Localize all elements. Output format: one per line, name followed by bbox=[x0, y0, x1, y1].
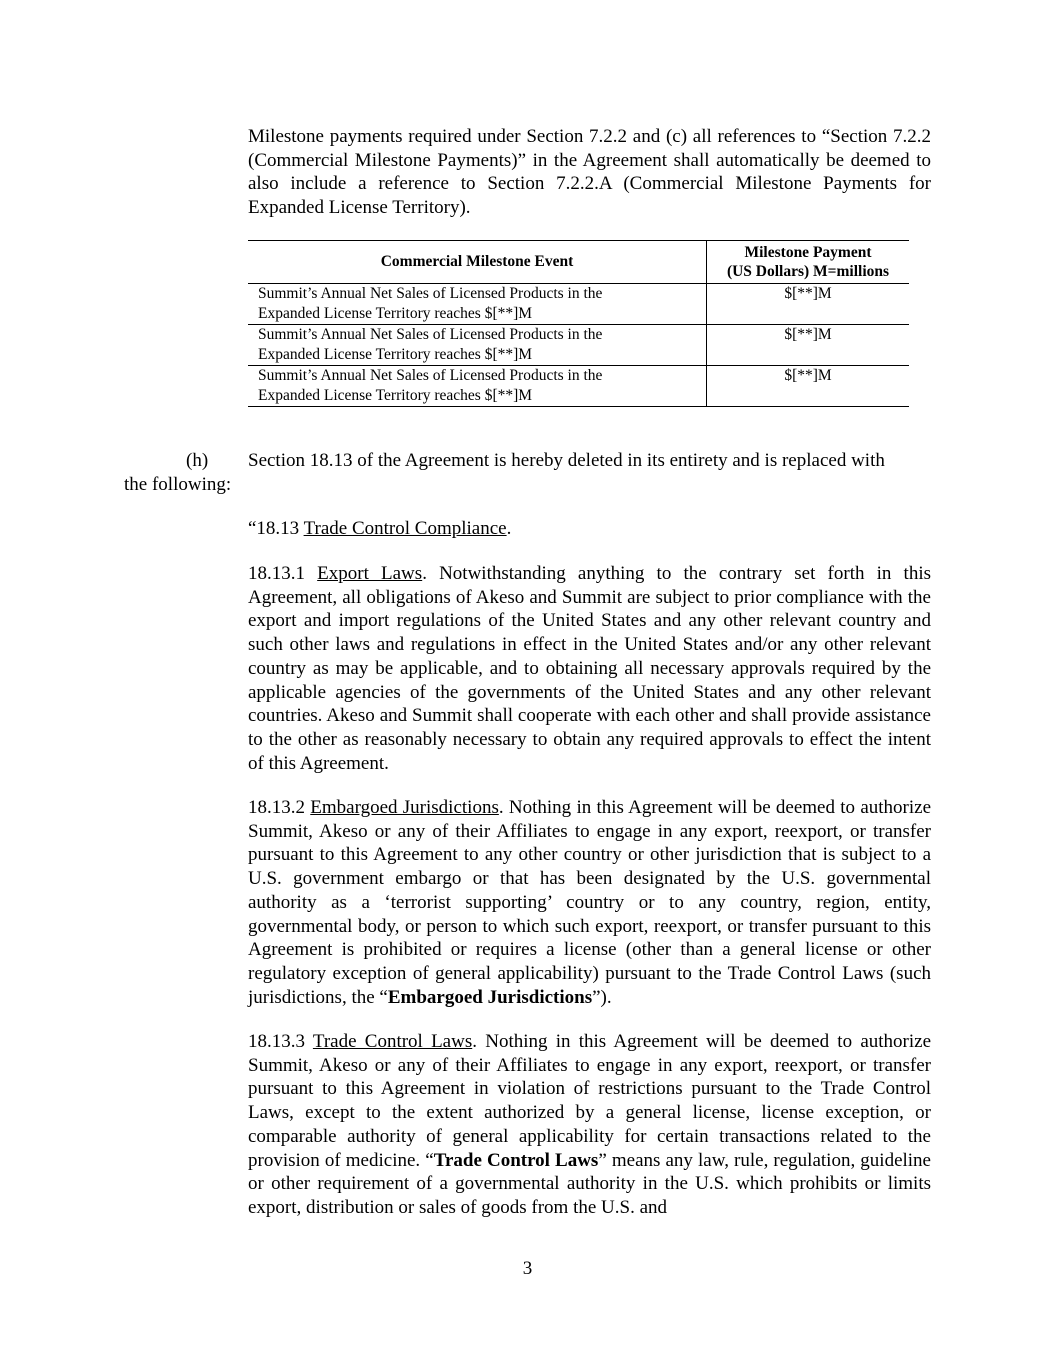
table-row bbox=[248, 366, 909, 407]
section-18-13-3-body: . Nothing in this Agreement will be deemed to authorize Summit, Akeso or any of their Affiliates to engage in any export, reexport, or transfer pursuant to this Agreement in violation of restrictions pursuant to the Trade Control Laws, except to the extent authorized by a general license, license exception, or comparable authority of general applicability for certain transactions related to the provision of medicine. “ bbox=[248, 1031, 932, 1171]
event-line2: Expanded License Territory reaches $[**]M bbox=[258, 387, 533, 404]
section-18-13-3-number: 18.13.3 bbox=[248, 1031, 313, 1052]
milestone-event-cell bbox=[248, 325, 707, 366]
section-18-13-heading bbox=[248, 517, 931, 541]
milestone-payment-cell: $[**]M bbox=[707, 284, 910, 325]
paragraph-h-line2: the following: bbox=[124, 473, 232, 495]
section-18-13-2-end: ”). bbox=[592, 986, 612, 1008]
page-number: 3 bbox=[522, 1258, 533, 1279]
paragraph-h-marker: (h) bbox=[186, 450, 209, 471]
section-18-13-2-title: Embargoed Jurisdictions bbox=[310, 797, 499, 818]
section-18-13-1-number: 18.13.1 bbox=[248, 563, 318, 584]
header-milestone-payment bbox=[707, 241, 910, 284]
milestone-event-cell bbox=[248, 284, 707, 325]
section-18-13-3 bbox=[248, 1030, 931, 1220]
event-line1: Summit’s Annual Net Sales of Licensed Products in the bbox=[258, 326, 603, 343]
defined-term-embargoed-jurisdictions: Embargoed Jurisdictions bbox=[387, 986, 593, 1008]
header-payment-line1: Milestone Payment bbox=[744, 244, 872, 261]
section-18-13-2-number: 18.13.2 bbox=[248, 797, 311, 818]
milestone-payment-cell: $[**]M bbox=[707, 366, 910, 407]
event-line2: Expanded License Territory reaches $[**]M bbox=[258, 346, 533, 363]
section-18-13-1-title: Export Laws bbox=[317, 563, 423, 584]
section-18-13-2 bbox=[248, 796, 931, 1009]
milestone-table-header-row bbox=[248, 241, 909, 284]
section-18-13-prefix: “18.13 bbox=[248, 518, 304, 539]
table-row bbox=[248, 325, 909, 366]
milestone-table bbox=[248, 240, 909, 407]
header-payment-line2: (US Dollars) M=millions bbox=[726, 263, 890, 280]
section-18-13-suffix: . bbox=[506, 518, 512, 539]
table-row bbox=[248, 284, 909, 325]
section-18-13-1-body: . Notwithstanding anything to the contrary set forth in this Agreement, all obligations of Akeso and Summit are subject to prior compliance with the export and import regulations of the United States and any other relevant country and such other laws and regulations in effect in the United States and/or any other relevant country as may be applicable, and to obtaining all necessary approvals required by the applicable agencies of the governments of the United States and any other relevant countries. Akeso and Summit shall cooperate with each other and shall provide assistance to the other as reasonably necessary to obtain any required approvals to effect the intent of this Agreement. bbox=[248, 563, 932, 774]
header-commercial-milestone-event: Commercial Milestone Event bbox=[248, 241, 707, 284]
milestone-event-cell bbox=[248, 366, 707, 407]
event-line2: Expanded License Territory reaches $[**]M bbox=[258, 305, 533, 322]
section-18-13-3-title: Trade Control Laws bbox=[312, 1031, 473, 1052]
section-18-13-1 bbox=[248, 562, 931, 775]
event-line1: Summit’s Annual Net Sales of Licensed Products in the bbox=[258, 367, 603, 384]
paragraph-h bbox=[124, 449, 931, 496]
section-18-13-3-end: ” means any law, rule, regulation, guideline or other requirement of a governmental authority in the U.S. which prohibits or limits export, distribution or sales of goods from the U.S. and bbox=[248, 1149, 931, 1218]
paragraph-h-line1: Section 18.13 of the Agreement is hereby deleted in its entirety and is replaced with bbox=[248, 450, 885, 471]
intro-paragraph bbox=[248, 125, 931, 220]
intro-paragraph-text: Milestone payments required under Section 7.2.2 and (c) all references to “Section 7.2.2 (Commercial Milestone Payments)” in the Agreement shall automatically be deemed to also include a reference to Section 7.2.2.A (Commercial Milestone Payments for Expanded License Territory). bbox=[248, 126, 931, 219]
defined-term-trade-control-laws: Trade Control Laws bbox=[433, 1149, 599, 1171]
event-line1: Summit’s Annual Net Sales of Licensed Products in the bbox=[258, 285, 603, 302]
section-18-13-title: Trade Control Compliance bbox=[303, 518, 507, 539]
milestone-payment-cell: $[**]M bbox=[707, 325, 910, 366]
section-18-13-2-body: . Nothing in this Agreement will be deemed to authorize Summit, Akeso or any of their Affiliates to engage in any export, reexport, or transfer pursuant to this Agreement to any other country or other jurisdiction that is subject to a U.S. government embargo or that has been designated by the U.S. governmental authority as a ‘terrorist supporting’ country or to any country, region, entity, governmental body, or person to which such export, reexport, or transfer pursuant to this Agreement is prohibited or requires a license (other than a general license or other regulatory exception of general applicability) pursuant to the Trade Control Laws (such jurisdictions, the “ bbox=[248, 797, 932, 1008]
